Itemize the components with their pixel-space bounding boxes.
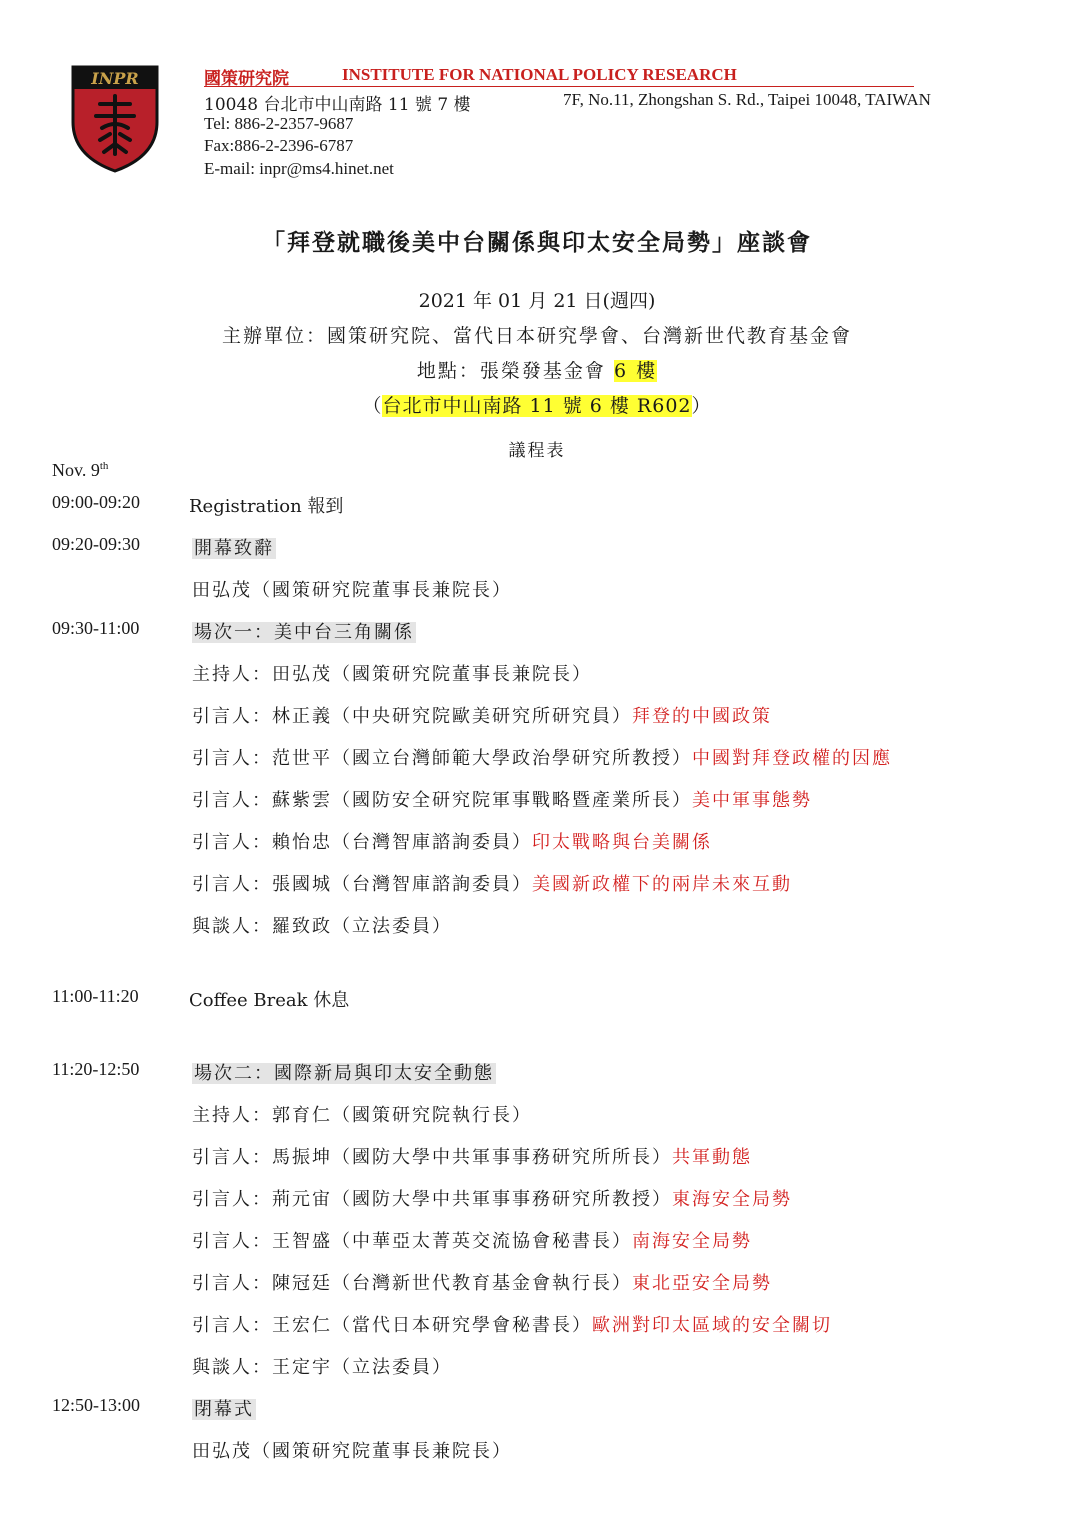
speaker: 引言人：蘇紫雲（國防安全研究院軍事戰略暨產業所長） xyxy=(192,790,692,811)
session-title: 場次一：美中台三角關係 xyxy=(194,622,414,643)
event-address xyxy=(0,391,1074,418)
speaker: 引言人：荊元宙（國防大學中共軍事事務研究所教授） xyxy=(192,1189,672,1210)
agenda-row xyxy=(0,1311,1074,1341)
address-zh: 10048 台北市中山南路 11 號 7 樓 xyxy=(204,95,471,115)
agenda-row xyxy=(0,1059,1074,1089)
agenda-row xyxy=(0,1437,1074,1467)
agenda-text xyxy=(192,1185,792,1211)
speaker-topic: 東北亞安全局勢 xyxy=(632,1273,772,1294)
agenda-text xyxy=(192,828,712,854)
agenda-row xyxy=(0,828,1074,858)
agenda-text xyxy=(192,1395,256,1421)
address-close: ） xyxy=(691,395,712,417)
speaker: 引言人：陳冠廷（台灣新世代教育基金會執行長） xyxy=(192,1273,632,1294)
agenda-row xyxy=(0,1143,1074,1173)
agenda-row xyxy=(0,1101,1074,1131)
agenda-row xyxy=(0,986,1074,1016)
address-text: 台北市中山南路 11 號 6 樓 R602 xyxy=(382,395,692,417)
speaker: 引言人：張國城（台灣智庫諮詢委員） xyxy=(192,874,532,895)
agenda-time: 12:50-13:00 xyxy=(52,1395,140,1415)
event-organizers: 主辦單位：國策研究院、當代日本研究學會、台灣新世代教育基金會 xyxy=(221,325,852,347)
agenda-text xyxy=(192,618,416,644)
session-title: 開幕致辭 xyxy=(194,538,274,559)
email: E-mail: inpr@ms4.hinet.net xyxy=(204,159,394,178)
agenda-time: 11:20-12:50 xyxy=(52,1059,140,1079)
agenda-row xyxy=(0,576,1074,606)
event-date: 2021 年 01 月 21 日(週四) xyxy=(418,290,656,312)
agenda-text xyxy=(192,786,812,812)
agenda-row xyxy=(0,1227,1074,1257)
agenda-row xyxy=(0,870,1074,900)
agenda-text: 田弘茂（國策研究院董事長兼院長） xyxy=(192,1441,512,1462)
agenda-row xyxy=(0,492,1074,522)
agenda-text xyxy=(192,1143,752,1169)
agenda-row xyxy=(0,1353,1074,1383)
speaker-topic: 東海安全局勢 xyxy=(672,1189,792,1210)
agenda-text: 與談人：王定宇（立法委員） xyxy=(192,1357,452,1378)
agenda-row xyxy=(0,660,1074,690)
speaker-topic: 中國對拜登政權的因應 xyxy=(692,748,892,769)
agenda-row xyxy=(0,618,1074,648)
agenda-day xyxy=(52,460,108,481)
day-suffix: th xyxy=(99,460,109,472)
speaker: 引言人：林正義（中央研究院歐美研究所研究員） xyxy=(192,706,632,727)
agenda-row xyxy=(0,1395,1074,1425)
agenda-text: 主持人：田弘茂（國策研究院董事長兼院長） xyxy=(192,664,592,685)
agenda-text xyxy=(192,702,772,728)
session-title: 場次二：國際新局與印太安全動態 xyxy=(194,1063,494,1084)
speaker: 引言人：范世平（國立台灣師範大學政治學研究所教授） xyxy=(192,748,692,769)
address-open: （ xyxy=(362,395,383,417)
agenda-time: 09:20-09:30 xyxy=(52,534,140,554)
venue-prefix: 地點：張榮發基金會 xyxy=(416,360,606,382)
agenda-text xyxy=(192,1269,772,1295)
agenda-text xyxy=(192,1311,832,1337)
agenda-time: 11:00-11:20 xyxy=(52,986,139,1006)
speaker-topic: 拜登的中國政策 xyxy=(632,706,772,727)
agenda-text xyxy=(192,744,892,770)
speaker-topic: 南海安全局勢 xyxy=(632,1231,752,1252)
agenda-text: Coffee Break 休息 xyxy=(189,990,350,1011)
agenda-text xyxy=(192,1227,752,1253)
agenda-text: Registration 報到 xyxy=(189,496,344,517)
agenda-row xyxy=(0,534,1074,564)
agenda-label: 議程表 xyxy=(508,441,566,461)
agenda-row xyxy=(0,1269,1074,1299)
speaker: 引言人：賴怡忠（台灣智庫諮詢委員） xyxy=(192,832,532,853)
speaker-topic: 美中軍事態勢 xyxy=(692,790,812,811)
org-name-zh: 國策研究院 xyxy=(204,69,289,89)
speaker-topic: 美國新政權下的兩岸未來互動 xyxy=(532,874,792,895)
agenda-text xyxy=(192,1059,496,1085)
org-name-en: INSTITUTE FOR NATIONAL POLICY RESEARCH xyxy=(342,65,737,84)
speaker: 引言人：馬振坤（國防大學中共軍事事務研究所所長） xyxy=(192,1147,672,1168)
agenda-row xyxy=(0,744,1074,774)
event-venue xyxy=(0,356,1074,383)
fax: Fax:886-2-2396-6787 xyxy=(204,136,354,155)
logo-text: INPR xyxy=(91,69,139,88)
event-title: 「拜登就職後美中台關係與印太安全局勢」座談會 xyxy=(262,229,812,256)
day-label: Nov. 9 xyxy=(52,460,100,480)
agenda-text: 與談人：羅致政（立法委員） xyxy=(192,916,452,937)
agenda-row xyxy=(0,786,1074,816)
agenda-time: 09:30-11:00 xyxy=(52,618,140,638)
agenda-text: 主持人：郭育仁（國策研究院執行長） xyxy=(192,1105,532,1126)
agenda-text: 田弘茂（國策研究院董事長兼院長） xyxy=(192,580,512,601)
agenda-row xyxy=(0,702,1074,732)
speaker-topic: 歐洲對印太區域的安全關切 xyxy=(592,1315,832,1336)
inpr-shield-logo xyxy=(70,64,160,174)
agenda-row xyxy=(0,1185,1074,1215)
address-en: 7F, No.11, Zhongshan S. Rd., Taipei 10048, TAIWAN xyxy=(563,90,931,109)
venue-floor: 6 樓 xyxy=(613,360,658,382)
speaker: 引言人：王宏仁（當代日本研究學會秘書長） xyxy=(192,1315,592,1336)
speaker-topic: 共軍動態 xyxy=(672,1147,752,1168)
agenda-time: 09:00-09:20 xyxy=(52,492,140,512)
speaker-topic: 印太戰略與台美關係 xyxy=(532,832,712,853)
tel: Tel: 886-2-2357-9687 xyxy=(204,114,354,133)
speaker: 引言人：王智盛（中華亞太菁英交流協會秘書長） xyxy=(192,1231,632,1252)
agenda-text xyxy=(192,870,792,896)
session-title: 閉幕式 xyxy=(194,1399,254,1420)
agenda-row xyxy=(0,912,1074,942)
org-name-banner xyxy=(204,64,914,87)
agenda-text xyxy=(192,534,276,560)
